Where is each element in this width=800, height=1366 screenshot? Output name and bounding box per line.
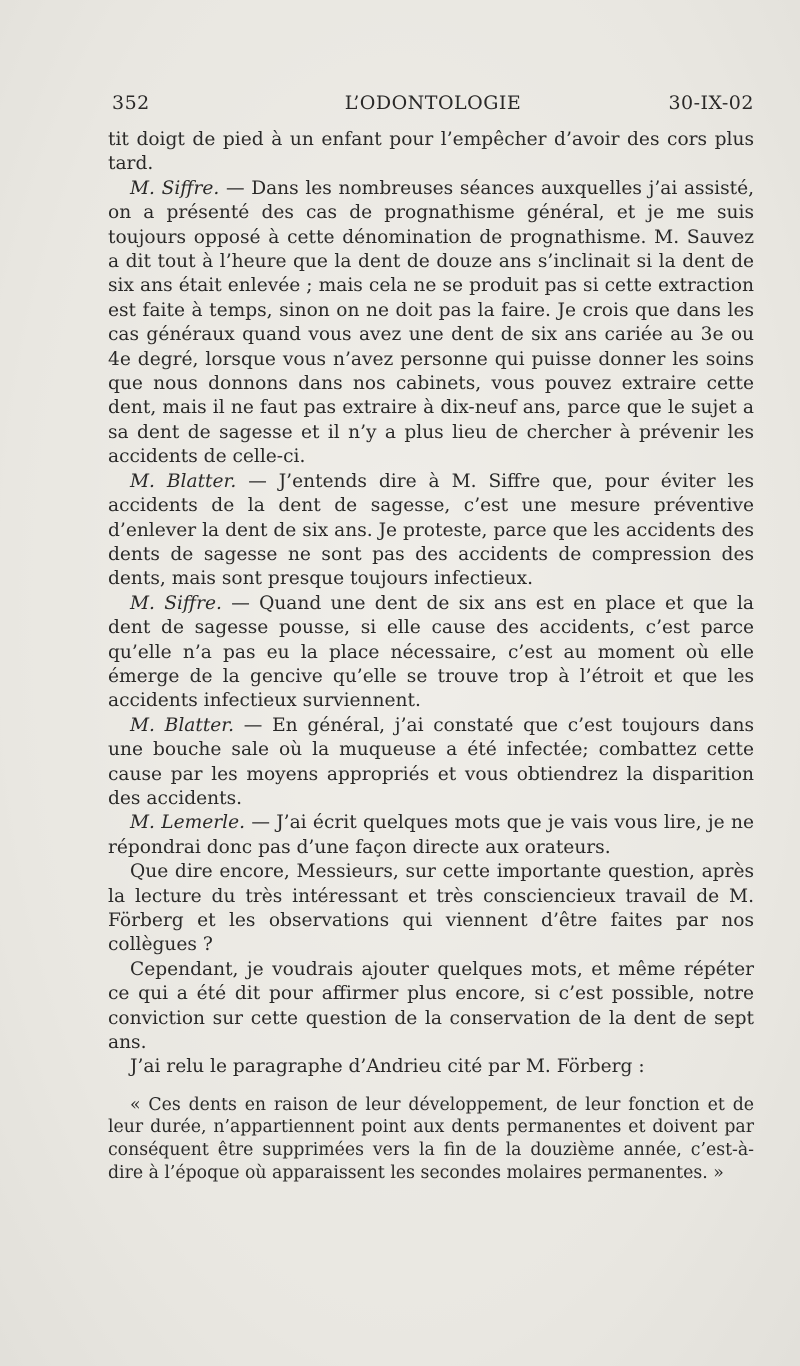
- paragraph: [108, 592, 754, 714]
- paragraph-text: — J’ai écrit quelques mots que je vais vous lire, je ne répondrai donc pas d’une façon directe aux orateurs.: [108, 812, 754, 858]
- paragraph-text: Que dire encore, Messieurs, sur cette importante question, après la lecture du très intéressant et très consciencieux travail de M. Förberg et les observations qui viennent d’être faites par nos collègues ?: [108, 861, 754, 956]
- paragraph: [108, 714, 754, 812]
- paragraph: [108, 811, 754, 860]
- speaker-name: M. Siffre.: [130, 592, 222, 614]
- paragraph-text: J’ai relu le paragraphe d’Andrieu cité par M. Förberg :: [130, 1056, 645, 1078]
- body-text: [108, 128, 754, 1184]
- paragraph: [108, 958, 754, 1056]
- paragraph: [108, 177, 754, 470]
- paragraph-text: — En général, j’ai constaté que c’est toujours dans une bouche sale où la muqueuse a été infectée; combattez cette cause par les moyens appropriés et vous obtiendrez la disparition des accidents.: [108, 714, 755, 809]
- paragraph: [108, 1055, 754, 1079]
- speaker-name: M. Blatter.: [130, 714, 235, 736]
- speaker-name: M. Lemerle.: [130, 812, 245, 834]
- running-title: L’ODONTOLOGIE: [344, 92, 522, 114]
- paragraph: [108, 860, 754, 958]
- speaker-name: M. Siffre.: [130, 177, 220, 199]
- speaker-name: M. Blatter.: [130, 470, 237, 492]
- paragraph: [108, 470, 754, 592]
- paragraph-text: tit doigt de pied à un enfant pour l’empêcher d’avoir des cors plus tard.: [108, 129, 754, 175]
- block-quote: « Ces dents en raison de leur développement, de leur fonction et de leur durée, n’appartiennent point aux dents permanentes et doivent par conséquent être supprimées vers la fin de la douzième année, c’est-à-dire à l’époque où apparaissent les secondes molaires permanentes. »: [108, 1094, 754, 1183]
- paragraph-text: — Quand une dent de six ans est en place et que la dent de sagesse pousse, si elle cause des accidents, c’est parce qu’elle n’a pas eu la place nécessaire, c’est au moment où elle émerge de la gencive qu’elle se trouve trop à l’étroit et que les accidents infectieux surviennent.: [108, 592, 754, 712]
- paragraph-text: — Dans les nombreuses séances auxquelles j’ai assisté, on a présenté des cas de prognathisme général, et je me suis toujours opposé à cette dénomination de prognathisme. M. Sauvez a dit tout à l’heure que la dent de douze ans s’inclinait si la dent de six ans était enlevée ; mais cela ne se produit pas si cette extraction est faite à temps, sinon on ne doit pas la faire. Je crois que dans les cas généraux quand vous avez une dent de six ans cariée au 3e ou 4e degré, lorsque vous n’avez personne qui puisse donner les soins que nous donnons dans nos cabinets, vous pouvez extraire cette dent, mais il ne faut pas extraire à dix-neuf ans, parce que le sujet a sa dent de sagesse et il n’y a plus lieu de chercher à prévenir les accidents de celle-ci.: [108, 177, 754, 468]
- issue-date: 30-IX-02: [668, 92, 754, 114]
- paragraph: [108, 128, 754, 177]
- paragraph-text: Cependant, je voudrais ajouter quelques mots, et même répéter ce qui a été dit pour affirmer plus encore, si c’est possible, notre conviction sur cette question de la conservation de la dent de sept ans.: [108, 958, 754, 1054]
- paragraph-text: — J’entends dire à M. Siffre que, pour éviter les accidents de la dent de sagesse, c’est une mesure préventive d’enlever la dent de six ans. Je proteste, parce que les accidents des dents de sagesse ne sont pas des accidents de compression des dents, mais sont presque toujours infectieux.: [108, 470, 754, 590]
- page-number: 352: [112, 92, 150, 114]
- running-header: [112, 92, 754, 122]
